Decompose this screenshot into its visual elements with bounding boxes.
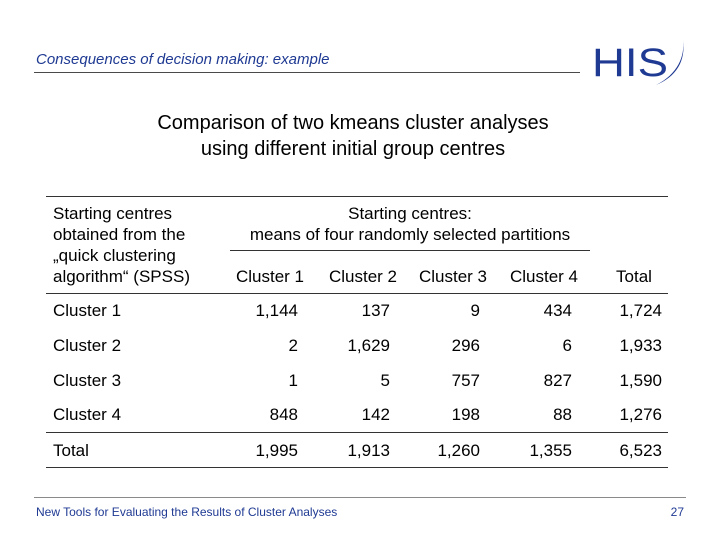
cell-value: 88 bbox=[553, 405, 572, 424]
cell-value: 1 bbox=[288, 371, 298, 390]
cell-value: 757 bbox=[451, 371, 480, 390]
page-number: 27 bbox=[670, 505, 684, 519]
cell-value: 5 bbox=[380, 371, 390, 390]
row-header-line: „quick clustering bbox=[53, 246, 176, 265]
header-divider bbox=[34, 72, 580, 73]
cell-value: 848 bbox=[269, 405, 298, 424]
group-header-line: Starting centres: bbox=[348, 204, 472, 223]
slide-title-line-2: using different initial group centres bbox=[200, 138, 506, 160]
cell-value: 142 bbox=[361, 405, 390, 424]
cell-value: 1,144 bbox=[255, 301, 298, 320]
row-label: Cluster 3 bbox=[53, 371, 122, 390]
cell-value: 1,590 bbox=[619, 371, 662, 390]
footer-text: New Tools for Evaluating the Results of Cluster Analyses bbox=[36, 505, 338, 519]
row-label: Cluster 1 bbox=[53, 301, 122, 320]
cell-value: 2 bbox=[288, 336, 298, 355]
row-label: Total bbox=[53, 441, 89, 460]
table-bottom-rule bbox=[46, 467, 668, 468]
cell-value: 137 bbox=[361, 301, 390, 320]
cell-value: 1,355 bbox=[529, 441, 572, 460]
column-header-rule bbox=[46, 293, 668, 294]
his-logo bbox=[590, 34, 690, 88]
column-header-total: Total bbox=[616, 267, 652, 286]
cell-value: 1,995 bbox=[255, 441, 298, 460]
cell-value: 434 bbox=[543, 301, 572, 320]
cell-value: 198 bbox=[451, 405, 480, 424]
column-header-cluster-2: Cluster 2 bbox=[328, 267, 398, 286]
footer-divider bbox=[34, 497, 686, 498]
column-header-cluster-1: Cluster 1 bbox=[235, 267, 305, 286]
cell-value: 1,913 bbox=[347, 441, 390, 460]
row-header-line: algorithm“ (SPSS) bbox=[53, 267, 190, 286]
total-row-rule bbox=[46, 432, 668, 433]
group-header-line: means of four randomly selected partitions bbox=[249, 225, 571, 244]
cell-value: 827 bbox=[543, 371, 572, 390]
cell-value: 1,724 bbox=[619, 301, 662, 320]
row-header-line: Starting centres bbox=[53, 204, 173, 223]
row-label: Cluster 2 bbox=[53, 336, 122, 355]
cell-value: 1,629 bbox=[347, 336, 390, 355]
cell-value: 9 bbox=[470, 301, 480, 320]
row-header-line: obtained from the bbox=[53, 225, 186, 244]
column-header-cluster-3: Cluster 3 bbox=[418, 267, 488, 286]
logo-text: HIS bbox=[592, 41, 668, 85]
cell-value: 1,260 bbox=[437, 441, 480, 460]
slide-title bbox=[0, 110, 706, 162]
slide-title-line-1: Comparison of two kmeans cluster analyses bbox=[157, 112, 549, 134]
column-header-cluster-4: Cluster 4 bbox=[509, 267, 579, 286]
header-title: Consequences of decision making: example bbox=[36, 51, 330, 68]
cell-value: 296 bbox=[451, 336, 480, 355]
cell-value: 6 bbox=[562, 336, 572, 355]
cell-value: 6,523 bbox=[619, 441, 662, 460]
table-top-rule bbox=[46, 196, 668, 197]
cell-value: 1,276 bbox=[619, 405, 662, 424]
group-header-rule bbox=[230, 250, 590, 251]
row-label: Cluster 4 bbox=[53, 405, 122, 424]
cell-value: 1,933 bbox=[619, 336, 662, 355]
